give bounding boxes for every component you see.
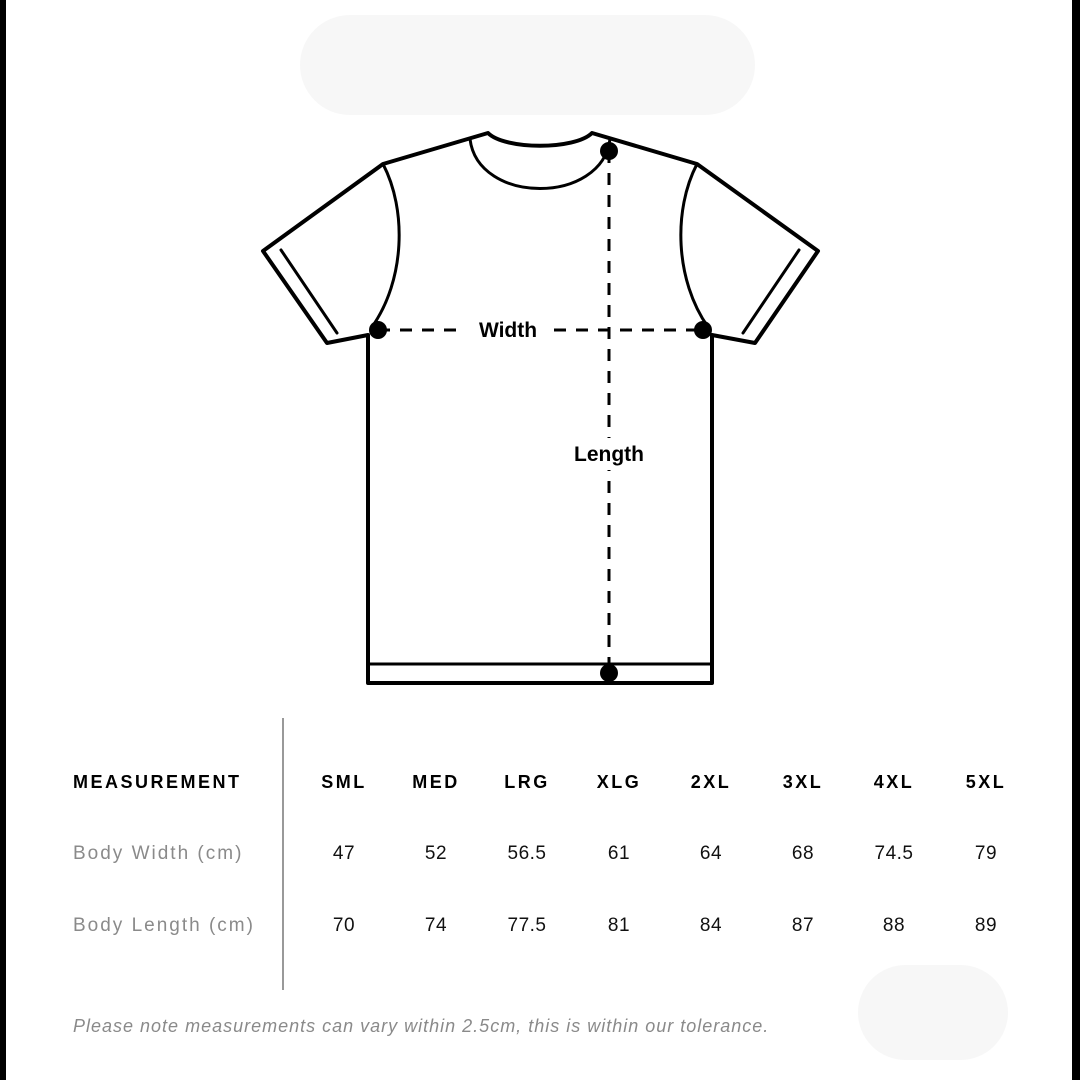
tshirt-right-armhole bbox=[681, 164, 708, 327]
measurement-header: MEASUREMENT bbox=[73, 772, 242, 792]
table-cell: 89 bbox=[974, 915, 998, 936]
length-point-bottom bbox=[600, 664, 618, 682]
width-label: Width bbox=[478, 319, 538, 342]
row-label-body-width: Body Width (cm) bbox=[73, 843, 244, 864]
table-cell: 70 bbox=[332, 915, 356, 936]
length-label: Length bbox=[574, 443, 644, 466]
table-cell: 68 bbox=[791, 843, 815, 864]
length-point-top bbox=[600, 142, 618, 160]
width-point-left bbox=[369, 321, 387, 339]
row-label-body-length: Body Length (cm) bbox=[73, 915, 255, 936]
table-cell: 77.5 bbox=[507, 915, 547, 936]
table-cell: 56.5 bbox=[507, 843, 547, 864]
size-header: LRG bbox=[504, 772, 550, 792]
table-cell: 74.5 bbox=[874, 843, 914, 864]
width-point-right bbox=[694, 321, 712, 339]
size-header: 4XL bbox=[873, 772, 915, 792]
table-cell: 84 bbox=[699, 915, 723, 936]
size-header: 3XL bbox=[782, 772, 824, 792]
table-cell: 74 bbox=[424, 915, 448, 936]
table-cell: 88 bbox=[882, 915, 906, 936]
tshirt-left-armhole bbox=[372, 164, 399, 327]
size-header: SML bbox=[321, 772, 367, 792]
size-header: 5XL bbox=[965, 772, 1007, 792]
size-header: XLG bbox=[596, 772, 642, 792]
size-header: 2XL bbox=[690, 772, 732, 792]
table-cell: 61 bbox=[607, 843, 631, 864]
table-cell: 64 bbox=[699, 843, 723, 864]
tolerance-footnote: Please note measurements can vary within 2.5cm, this is within our tolerance. bbox=[73, 1016, 770, 1036]
size-header: MED bbox=[412, 772, 460, 792]
table-cell: 52 bbox=[424, 843, 448, 864]
table-divider bbox=[282, 718, 284, 990]
table-cell: 79 bbox=[974, 843, 998, 864]
table-cell: 81 bbox=[607, 915, 631, 936]
table-cell: 87 bbox=[791, 915, 815, 936]
tshirt-outline bbox=[263, 133, 818, 683]
table-cell: 47 bbox=[332, 843, 356, 864]
